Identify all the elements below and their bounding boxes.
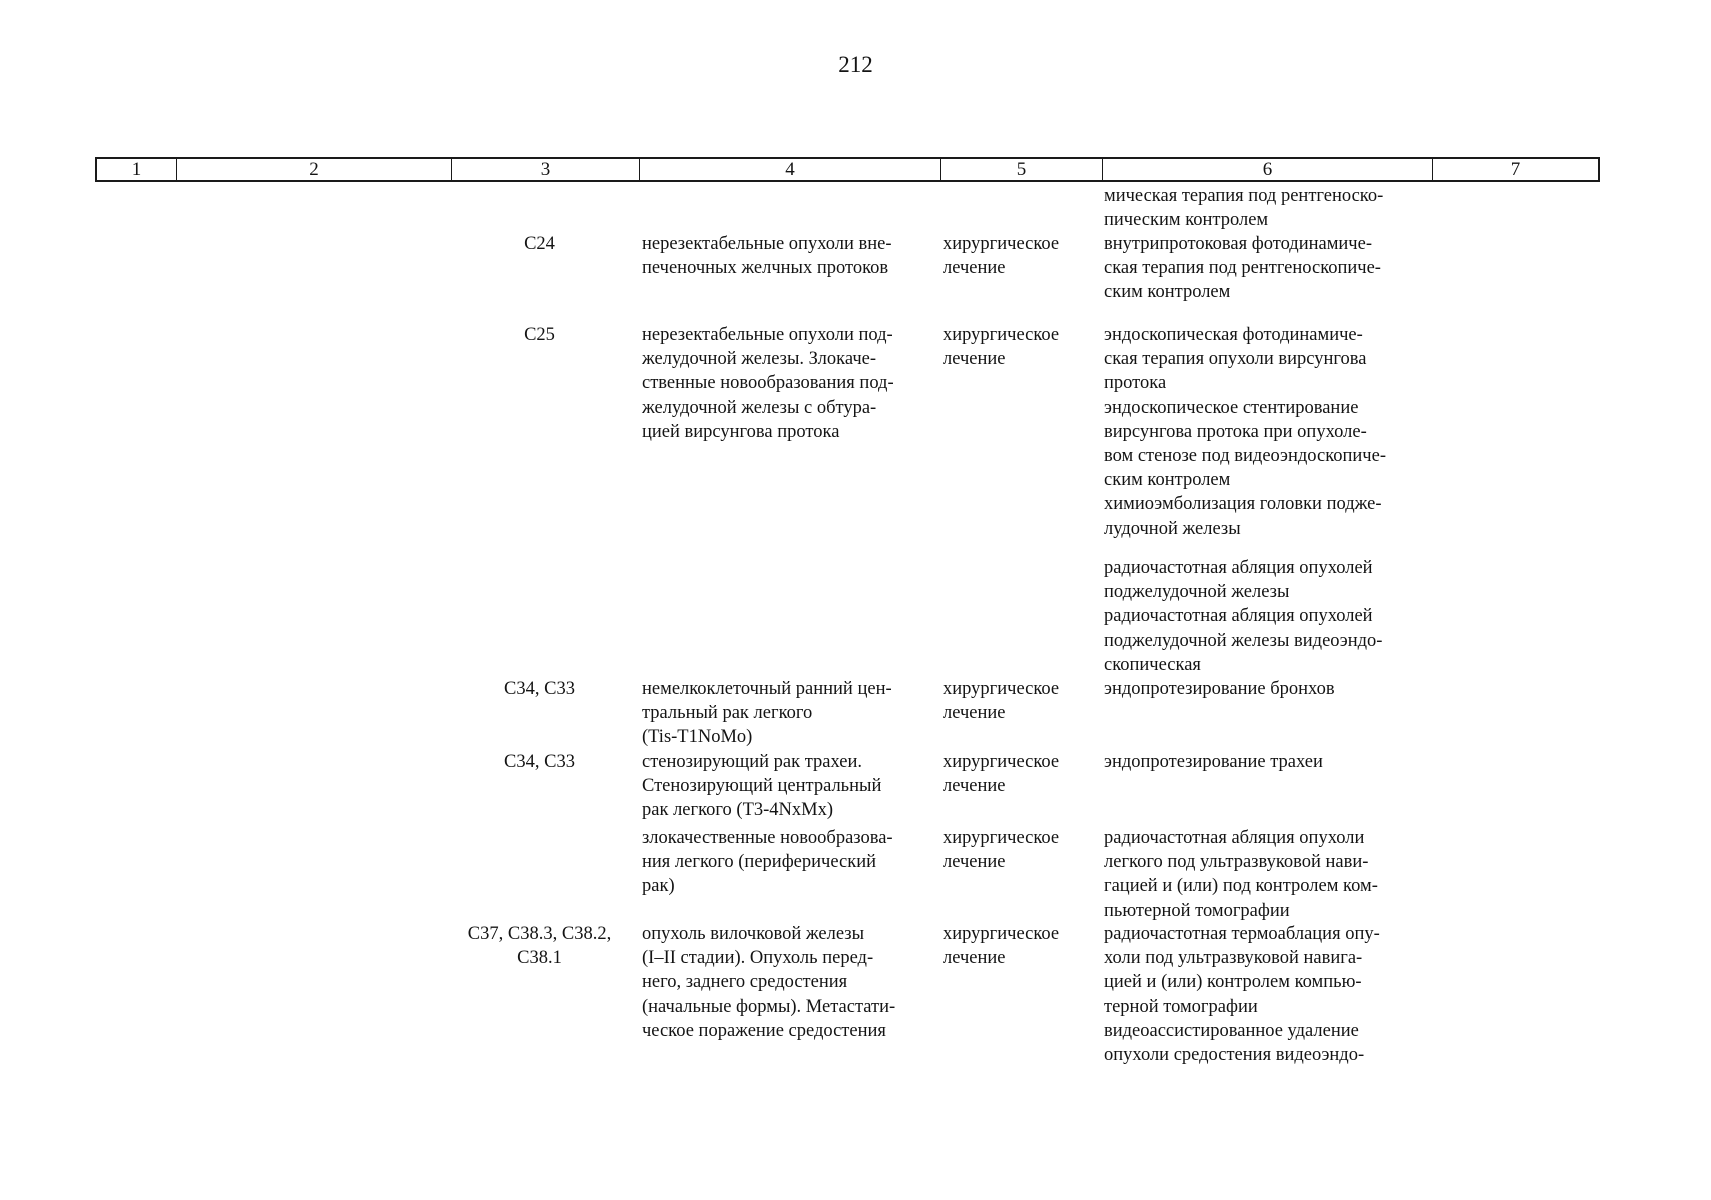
diagnosis-text-line: стенозирующий рак трахеи. xyxy=(642,752,862,772)
treatment-type xyxy=(943,677,1098,725)
column-header-3: 3 xyxy=(451,159,639,180)
treatment-method-line: скопическая xyxy=(1104,654,1201,675)
diagnosis-text xyxy=(642,232,937,280)
treatment-method xyxy=(1104,556,1434,677)
method-continuation-line: пическим контролем xyxy=(1104,210,1269,231)
column-header-4: 4 xyxy=(639,159,940,180)
icd-code xyxy=(452,232,627,256)
treatment-type-line: хирургическое xyxy=(943,234,1060,254)
treatment-method-line: радиочастотная абляция опухолей xyxy=(1104,558,1373,578)
treatment-method-line: ская терапия под рентгеноскопиче- xyxy=(1104,258,1381,279)
treatment-type-line: лечение xyxy=(943,703,1006,724)
treatment-method-line: поджелудочной железы xyxy=(1104,582,1290,603)
treatment-method xyxy=(1104,750,1434,774)
diagnosis-text xyxy=(642,323,937,444)
treatment-method xyxy=(1104,323,1434,541)
column-header-6: 6 xyxy=(1102,159,1432,180)
treatment-type-line: хирургическое xyxy=(943,325,1060,345)
treatment-type xyxy=(943,323,1098,371)
icd-code-line: С37, С38.3, С38.2, xyxy=(467,924,612,944)
icd-code xyxy=(452,922,627,970)
icd-code-line: С25 xyxy=(524,325,555,345)
treatment-method xyxy=(1104,232,1434,305)
icd-code-line: С38.1 xyxy=(517,948,562,969)
diagnosis-text-line: рак) xyxy=(642,876,675,897)
diagnosis-text xyxy=(642,826,937,899)
page-number: 212 xyxy=(838,52,873,77)
icd-code xyxy=(452,750,627,774)
method-continuation xyxy=(1104,184,1434,232)
diagnosis-text-line: нерезектабельные опухоли вне- xyxy=(642,234,892,254)
treatment-method xyxy=(1104,922,1434,1067)
treatment-type-line: лечение xyxy=(943,776,1006,797)
treatment-method-line: эндоскопическая фотодинамиче- xyxy=(1104,325,1363,345)
treatment-method-line: радиочастотная абляция опухоли xyxy=(1104,828,1365,848)
treatment-method-line: эндопротезирование трахеи xyxy=(1104,752,1323,772)
diagnosis-text-line: ственные новообразования под- xyxy=(642,373,894,394)
treatment-method-line: видеоассистированное удаление xyxy=(1104,1020,1359,1041)
treatment-method-line: пьютерной томографии xyxy=(1104,900,1290,921)
diagnosis-text-line: желудочной железы с обтура- xyxy=(642,397,877,418)
icd-code-line: С24 xyxy=(524,234,555,254)
treatment-method xyxy=(1104,677,1434,701)
treatment-method-line: эндоскопическое стентирование xyxy=(1104,397,1359,418)
treatment-method xyxy=(1104,826,1434,923)
treatment-type xyxy=(943,232,1098,280)
method-continuation-line: мическая терапия под рентгеноско- xyxy=(1104,186,1384,206)
treatment-method-line: ским контролем xyxy=(1104,470,1231,491)
icd-code xyxy=(452,677,627,701)
column-header-1: 1 xyxy=(131,159,142,180)
treatment-method-line: опухоли средостения видеоэндо- xyxy=(1104,1045,1365,1066)
treatment-method-line: ским контролем xyxy=(1104,282,1231,303)
diagnosis-text-line: печеночных желчных протоков xyxy=(642,258,889,279)
diagnosis-text-line: ческое поражение средостения xyxy=(642,1020,886,1041)
treatment-type-line: лечение xyxy=(943,349,1006,370)
diagnosis-text-line: тральный рак легкого xyxy=(642,703,813,724)
treatment-method-line: гацией и (или) под контролем ком- xyxy=(1104,876,1378,897)
diagnosis-text-line: цией вирсунгова протока xyxy=(642,421,840,442)
icd-code xyxy=(452,323,627,347)
diagnosis-text-line: ния легкого (периферический xyxy=(642,852,877,873)
diagnosis-text-line: нерезектабельные опухоли под- xyxy=(642,325,893,345)
diagnosis-text-line: Стенозирующий центральный xyxy=(642,776,882,797)
diagnosis-text xyxy=(642,677,937,750)
diagnosis-text-line: желудочной железы. Злокаче- xyxy=(642,349,876,370)
diagnosis-text-line: (I–II стадии). Опухоль перед- xyxy=(642,948,874,969)
treatment-method-line: внутрипротоковая фотодинамиче- xyxy=(1104,234,1372,254)
column-header-7: 7 xyxy=(1432,159,1598,180)
treatment-method-line: радиочастотная абляция опухолей xyxy=(1104,606,1373,627)
treatment-type-line: лечение xyxy=(943,258,1006,279)
diagnosis-text-line: злокачественные новообразова- xyxy=(642,828,893,848)
diagnosis-text xyxy=(642,922,937,1043)
treatment-method-line: вирсунгова протока при опухоле- xyxy=(1104,421,1367,442)
diagnosis-text-line: (Tis-T1NoMo) xyxy=(642,727,753,748)
diagnosis-text-line: опухоль вилочковой железы xyxy=(642,924,865,944)
treatment-method-line: радиочастотная термоаблация опу- xyxy=(1104,924,1380,944)
treatment-type-line: хирургическое xyxy=(943,679,1060,699)
treatment-method-line: легкого под ультразвуковой нави- xyxy=(1104,852,1369,873)
icd-code-line: С34, С33 xyxy=(504,752,575,772)
treatment-method-line: вом стенозе под видеоэндоскопиче- xyxy=(1104,446,1386,467)
treatment-method-line: эндопротезирование бронхов xyxy=(1104,679,1335,699)
treatment-method-line: лудочной железы xyxy=(1104,518,1241,539)
treatment-type-line: хирургическое xyxy=(943,752,1060,772)
treatment-method-line: цией и (или) контролем компью- xyxy=(1104,972,1362,993)
column-header-2: 2 xyxy=(176,159,451,180)
treatment-type xyxy=(943,922,1098,970)
treatment-method-line: ская терапия опухоли вирсунгова xyxy=(1104,349,1367,370)
column-header-5: 5 xyxy=(940,159,1102,180)
diagnosis-text-line: (начальные формы). Метастати- xyxy=(642,996,896,1017)
treatment-type-line: хирургическое xyxy=(943,828,1060,848)
diagnosis-text xyxy=(642,750,937,823)
treatment-type-line: лечение xyxy=(943,852,1006,873)
diagnosis-text-line: него, заднего средостения xyxy=(642,972,848,993)
treatment-method-line: протока xyxy=(1104,373,1167,394)
diagnosis-text-line: рак легкого (Т3-4NxMx) xyxy=(642,800,833,821)
treatment-type-line: лечение xyxy=(943,948,1006,969)
treatment-method-line: терной томографии xyxy=(1104,996,1258,1017)
treatment-type xyxy=(943,750,1098,798)
icd-code-line: С34, С33 xyxy=(504,679,575,699)
treatment-method-line: химиоэмболизация головки подже- xyxy=(1104,494,1382,515)
treatment-method-line: поджелудочной железы видеоэндо- xyxy=(1104,630,1383,651)
diagnosis-text-line: немелкоклеточный ранний цен- xyxy=(642,679,892,699)
treatment-type-line: хирургическое xyxy=(943,924,1060,944)
treatment-type xyxy=(943,826,1098,874)
treatment-method-line: холи под ультразвуковой навига- xyxy=(1104,948,1363,969)
